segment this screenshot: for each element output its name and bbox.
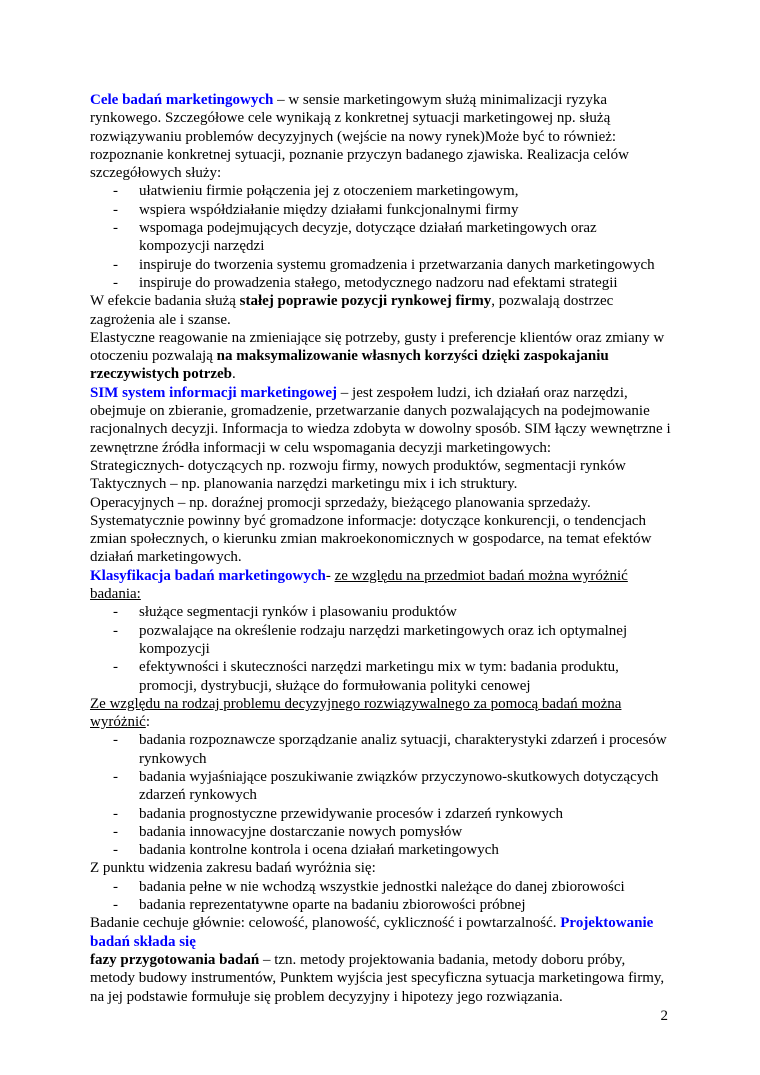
list-item [90,201,671,219]
list-item [90,274,671,292]
section-heading-cele: Cele badań marketingowych [90,92,274,108]
section-heading-projektowanie: Projektowanie badań składa się [90,915,654,950]
list-item [90,896,671,914]
sim-line-operacyjnych: Operacyjnych – np. doraźnej promocji sprzedaży, bieżącego planowania sprzedaży. [90,494,591,511]
paragraph-elastic [90,329,671,384]
bullet-dash: - [113,842,118,859]
bullet-dash: - [113,805,118,822]
list-item [90,841,671,859]
list-item-text: badania wyjaśniające poszukiwanie związków przyczynowo-skutkowych dotyczących zdarzeń rynkowych [139,768,659,804]
list-item [90,256,671,274]
bullet-dash: - [113,878,118,895]
list-item [90,823,671,841]
list-item [90,622,671,659]
bullet-dash: - [113,256,118,273]
list-item-text: badania rozpoznawcze sporządzanie analiz sytuacji, charakterystyki zdarzeń i procesów rynkowych [139,732,667,767]
paragraph-fazy [90,951,671,1006]
list-item-text: badania innowacyjne dostarczanie nowych pomysłów [139,823,463,840]
klasyfikacja-criterion2-colon: : [145,714,150,731]
list-item-text: badania pełne w nie wchodzą wszystkie jednostki należące do danej zbiorowości [139,878,625,895]
effect-text-post: , pozwalają dostrzec zagrożenia ale i szanse. [90,293,614,328]
sim-intro-text: – jest zespołem ludzi, ich działań oraz narzędzi, obejmuje on zbieranie, gromadzenie, przetwarzanie danych pozwalających na podejmowanie racjonalnych decyzji. Informacja to wiedza zdobyta w dowolny sposób. SIM łączy wewnętrzne i zewnętrzne źródła informacji w celu wspomagania decyzji marketingowych: [90,384,671,456]
paragraph-klasyfikacja [90,567,671,604]
bullet-dash: - [113,823,118,840]
list-item [90,219,671,256]
bullet-dash: - [113,732,118,749]
sim-line-taktycznych: Taktycznych – np. planowania narzędzi marketingu mix i ich struktury. [90,476,518,493]
bullet-dash: - [113,604,118,621]
sim-line-systematycznie: Systematycznie powinny być gromadzone informacje: dotyczące konkurencji, o tendencjach zmian społecznych, o kierunku zmian makroekonomicznych w gospodarce, na temat efektów działań marketingowych. [90,512,652,566]
elastic-text-post: . [232,366,236,383]
effect-text-pre: W efekcie badania służą [90,293,240,310]
elastic-text-pre: Elastyczne reagowanie na zmieniające się potrzeby, gusty i preferencje klientów oraz zmiany w otoczeniu pozwalają [90,329,665,365]
fazy-bold-text: fazy przygotowania badań [90,951,260,968]
cechy-text: Badanie cechuje głównie: celowość, planowość, cykliczność i powtarzalność. [90,915,561,932]
bullet-dash: - [113,897,118,914]
list-item [90,658,671,695]
bullet-dash: - [113,201,118,218]
list-item [90,768,671,805]
list-item [90,731,671,768]
list-item-text: wspomaga podejmujących decyzje, dotyczące działań marketingowych oraz kompozycji narzędzi [139,220,597,255]
list-item-text: służące segmentacji rynków i plasowaniu produktów [139,604,457,621]
paragraph-cechy [90,914,671,951]
list-item-text: wspiera współdziałanie między działami funkcjonalnymi firmy [139,201,519,218]
bullet-dash: - [113,274,118,291]
zakres-bullet-list [90,878,671,915]
section-heading-sim: SIM system informacji marketingowej [90,384,338,401]
list-item-text: ułatwieniu firmie połączenia jej z otoczeniem marketingowym, [139,183,519,200]
list-item-text: badania reprezentatywne oparte na badaniu zbiorowości próbnej [139,897,526,914]
effect-text-bold: stałej poprawie pozycji rynkowej firmy [239,293,492,310]
list-item [90,182,671,200]
bullet-dash: - [113,768,118,785]
bullet-dash: - [113,183,118,200]
klasyfikacja-separator: - [325,567,335,584]
sim-line-strategicznych: Strategicznych- dotyczących np. rozwoju firmy, nowych produktów, segmentacji rynków [90,457,626,474]
list-item-text: inspiruje do prowadzenia stałego, metodycznego nadzoru nad efektami strategii [139,274,618,291]
paragraph-cele-intro [90,91,671,182]
document-body [90,91,671,1006]
paragraph-criterion2 [90,695,671,732]
list-item-text: efektywności i skuteczności narzędzi marketingu mix w tym: badania produktu, promocji, dystrybucji, służące do formułowania polityki cenowej [139,659,619,694]
cele-bullet-list [90,182,671,292]
list-item-text: pozwalające na określenie rodzaju narzędzi marketingowych oraz ich optymalnej kompozycji [139,622,628,657]
list-item-text: inspiruje do tworzenia systemu gromadzenia i przetwarzania danych marketingowych [139,256,655,273]
paragraph-effect [90,292,671,329]
fazy-text: – tzn. metody projektowania badania, metody doboru próby, metody budowy instrumentów, Punktem wyjścia jest specyficzna sytuacja marketingowa firmy, na jej podstawie formułuje się problem decyzyjny i hipotezy jego rozwiązania. [90,951,665,1005]
list-item-text: badania prognostyczne przewidywanie procesów i zdarzeń rynkowych [139,805,563,822]
page-number: 2 [660,1008,668,1024]
list-item [90,878,671,896]
bullet-dash: - [113,220,118,237]
cele-intro-text: – w sensie marketingowym służą minimalizacji ryzyka rynkowego. Szczegółowe cele wynikają z konkretnej sytuacji marketingowej np. służą rozwiązywaniu problemów decyzyjnych (wejście na nowy rynek)Może być to również: rozpoznanie konkretnej sytuacji, poznanie przyczyn badanego zjawiska. Realizacja celów szczegółowych służy: [90,92,629,182]
klasyfikacja-criterion2: Ze względu na rodzaj problemu decyzyjnego rozwiązywalnego za pomocą badań można wyróżnić [90,695,622,731]
list-item-text: badania kontrolne kontrola i ocena działań marketingowych [139,842,499,859]
paragraph-sim-intro [90,384,671,457]
klasyfikacja-criterion1: ze względu na przedmiot badań można wyróżnić badania: [90,567,628,603]
list-item [90,805,671,823]
bullet-dash: - [113,622,118,639]
klasyfikacja-bullet-list-1 [90,603,671,694]
bullet-dash: - [113,659,118,676]
paragraph-zakres: Z punktu widzenia zakresu badań wyróżnia się: [90,860,376,877]
list-item [90,603,671,621]
elastic-text-bold: na maksymalizowanie własnych korzyści dzięki zaspokajaniu rzeczywistych potrzeb [90,348,609,383]
klasyfikacja-bullet-list-2 [90,731,671,859]
section-heading-klasyfikacja: Klasyfikacja badań marketingowych [90,567,326,584]
